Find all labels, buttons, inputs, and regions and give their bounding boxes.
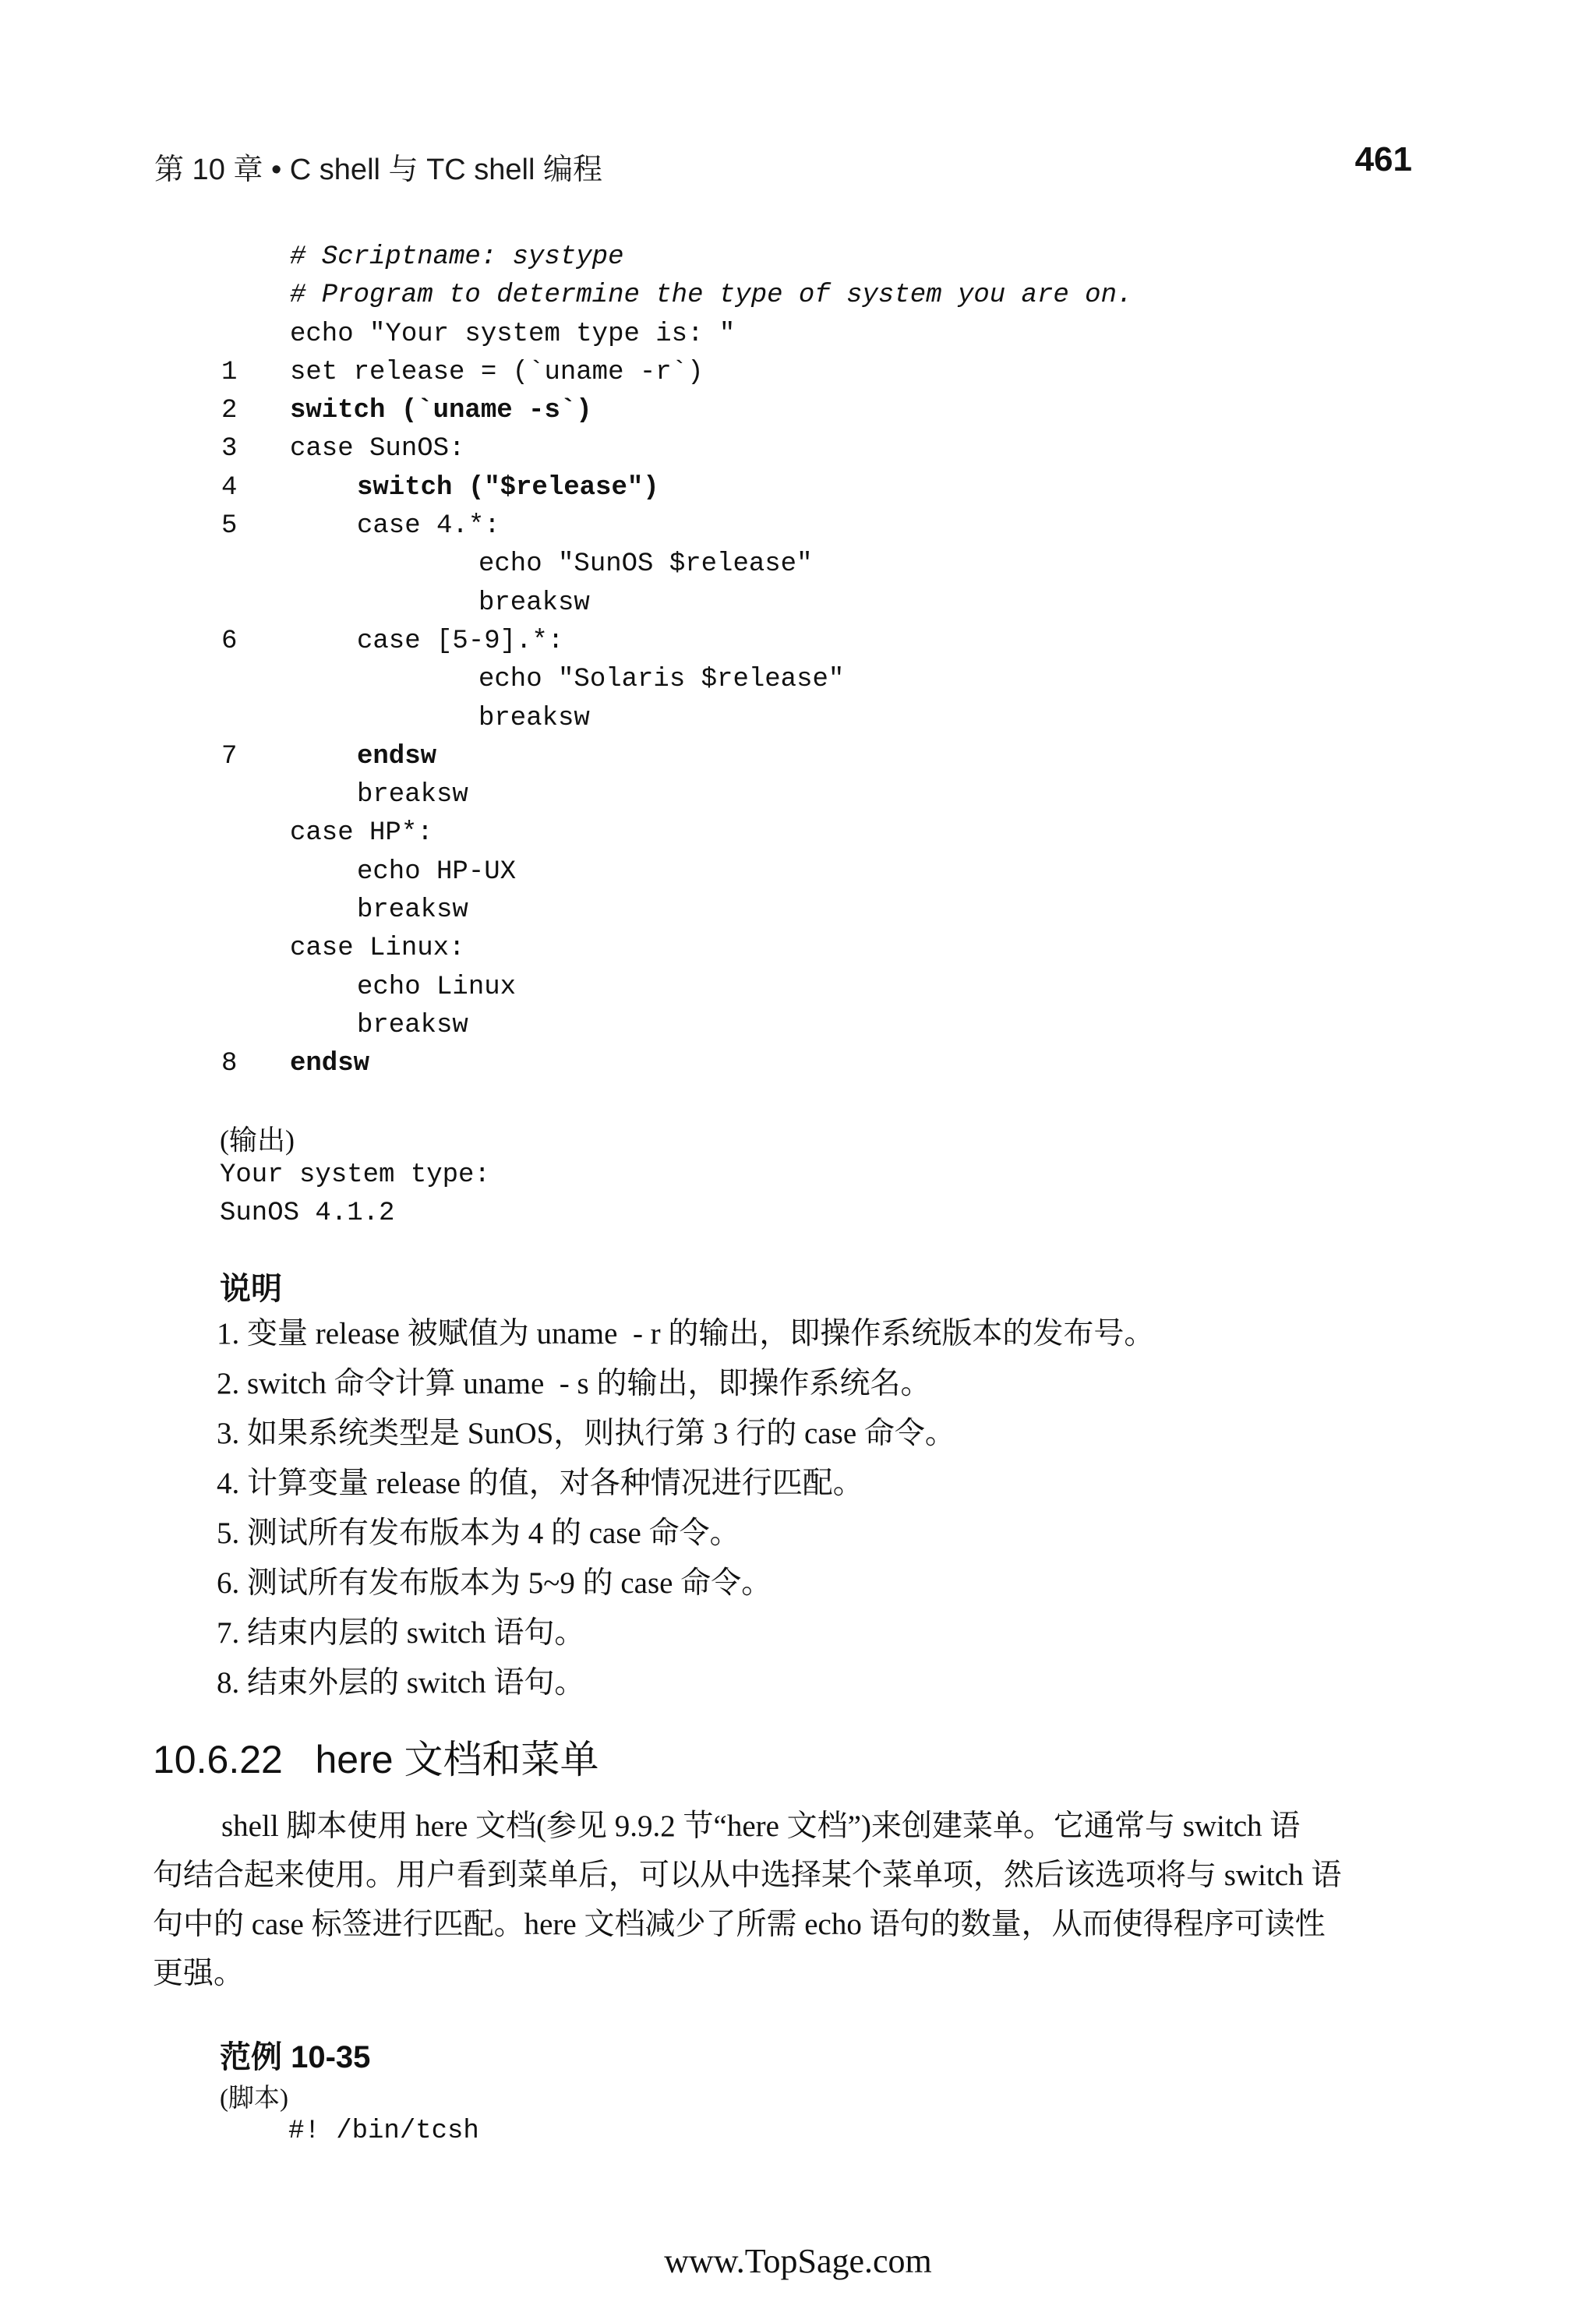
code-line-text: switch (`uname -s`) (290, 396, 592, 426)
output-block (220, 1156, 490, 1233)
code-line-text: case 4.*: (357, 511, 500, 542)
explanation-item: 1. 变量 release 被赋值为 uname - r 的输出，即操作系统版本的发布号。 (217, 1317, 1155, 1350)
code-line-text: echo HP-UX (357, 856, 517, 887)
code-line-text: case [5-9].*: (357, 626, 564, 656)
code-line-number: 7 (221, 741, 238, 771)
example-subtitle: (脚本) (220, 2085, 288, 2113)
explanation-item: 6. 测试所有发布版本为 5~9 的 case 命令。 (217, 1566, 772, 1600)
code-line-number: 5 (221, 511, 238, 542)
code-line-number: 1 (221, 357, 238, 387)
code-line-text: breaksw (357, 780, 468, 810)
output-line: Your system type: (220, 1160, 490, 1190)
paragraph-line: 更强。 (153, 1957, 245, 1990)
code-line-text: case SunOS: (290, 434, 465, 464)
explanation-item: 7. 结束内层的 switch 语句。 (217, 1616, 585, 1650)
code-line-text: breaksw (357, 895, 468, 926)
code-line-number: 3 (221, 434, 238, 464)
code-line-text: echo "Solaris $release" (478, 665, 845, 695)
code-line-text: case Linux: (290, 934, 465, 964)
page-number: 461 (1354, 140, 1412, 178)
footer-url: www.TopSage.com (664, 2242, 932, 2280)
explanation-list (217, 1309, 1154, 1708)
code-line-number: 8 (221, 1049, 238, 1079)
explanation-item: 5. 测试所有发布版本为 4 的 case 命令。 (217, 1516, 740, 1550)
code-line-text: case HP*: (290, 818, 433, 849)
explanation-item: 3. 如果系统类型是 SunOS，则执行第 3 行的 case 命令。 (217, 1417, 955, 1450)
output-label: (输出) (220, 1124, 295, 1156)
explanation-item: 2. switch 命令计算 uname - s 的输出，即操作系统名。 (217, 1367, 931, 1400)
code-line-text: echo "SunOS $release" (478, 549, 813, 580)
paragraph-line: 句结合起来使用。用户看到菜单后，可以从中选择某个菜单项，然后该选项将与 switch 语 (153, 1859, 1342, 1892)
explanation-item: 8. 结束外层的 switch 语句。 (217, 1666, 585, 1700)
code-line-text: breaksw (478, 588, 590, 618)
section-heading: 10.6.22 here 文档和菜单 (153, 1738, 599, 1781)
output-line: SunOS 4.1.2 (220, 1199, 395, 1228)
chapter-header: 第 10 章 • C shell 与 TC shell 编程 (154, 154, 602, 186)
explanation-title: 说明 (220, 1272, 282, 1306)
code-line-text: endsw (290, 1049, 370, 1079)
code-line-number: 6 (221, 626, 238, 656)
code-line-number: 2 (221, 396, 238, 426)
code-line-text: # Program to determine the type of system you are on. (290, 281, 1133, 311)
code-line-text: breaksw (478, 703, 590, 733)
code-line-text: endsw (357, 741, 437, 771)
explanation-item: 4. 计算变量 release 的值，对各种情况进行匹配。 (217, 1467, 863, 1500)
code-line-text: breaksw (357, 1010, 468, 1040)
code-line-text: # Scriptname: systype (290, 242, 624, 272)
code-line-text: echo "Your system type is: " (290, 319, 736, 349)
example-code: #! /bin/tcsh (288, 2117, 479, 2146)
code-line-text: echo Linux (357, 972, 517, 1002)
code-line-text: switch ("$release") (357, 472, 659, 503)
paragraph-line: shell 脚本使用 here 文档(参见 9.9.2 节“here 文档”)来创建菜单。它通常与 switch 语 (221, 1809, 1301, 1843)
example-title: 范例 10-35 (220, 2040, 371, 2074)
code-line-text: set release = (`uname -r`) (290, 357, 704, 387)
code-line-number: 4 (221, 472, 238, 503)
section-paragraph (153, 1802, 1415, 1998)
paragraph-line: 句中的 case 标签进行匹配。here 文档减少了所需 echo 语句的数量，从而使得程序可读性 (153, 1908, 1326, 1941)
